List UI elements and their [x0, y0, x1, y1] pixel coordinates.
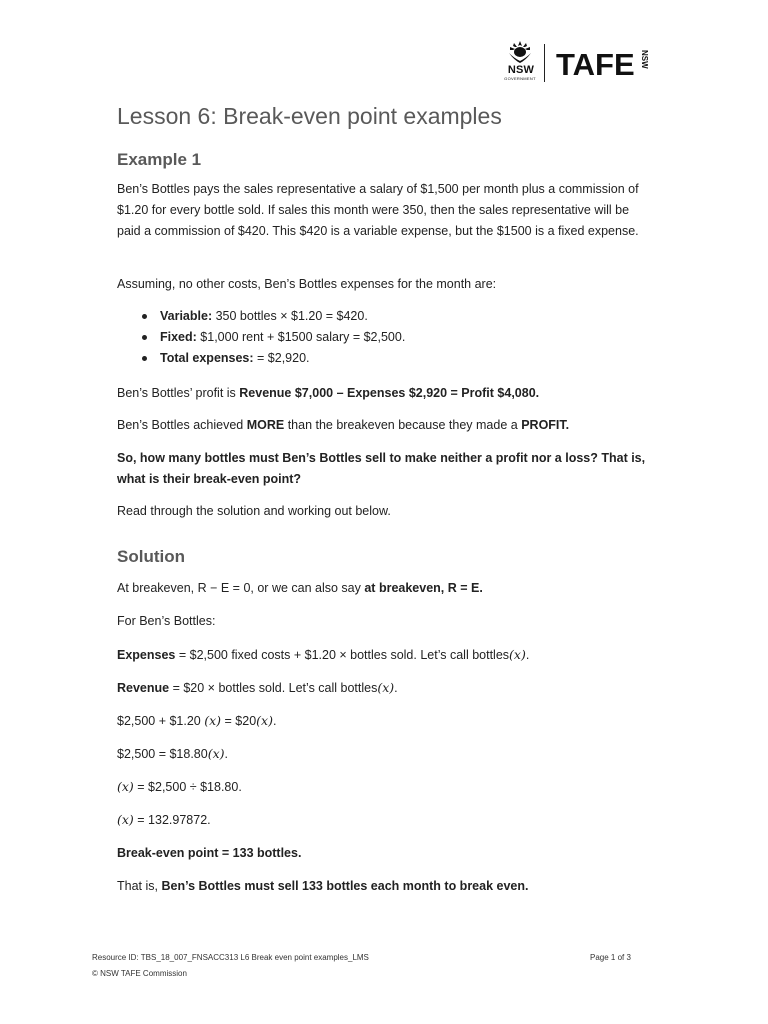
equation-3 [117, 776, 242, 798]
x-variable: (x) [204, 713, 222, 728]
list-item [117, 348, 647, 369]
x-variable: (x) [377, 680, 395, 695]
revenue-text: = $20 × bottles sold. Let’s call bottles [169, 681, 378, 695]
breakeven-text: At breakeven, R − E = 0, or we can also say [117, 581, 365, 595]
bullet-text: $1,000 rent + $1500 salary = $2,500. [196, 330, 406, 344]
nsw-government-logo [500, 40, 540, 86]
bullet-text: 350 bottles × $1.20 = $420. [212, 309, 368, 323]
list-item [117, 306, 647, 327]
conclusion-bold: Ben’s Bottles must sell 133 bottles each month to break even. [161, 879, 529, 893]
nsw-government-text: GOVERNMENT [504, 76, 536, 81]
breakeven-paragraph [117, 578, 483, 599]
revenue-paragraph [117, 677, 398, 699]
expenses-paragraph [117, 644, 529, 666]
equation-4 [117, 809, 211, 831]
equation-text: = $20 [221, 714, 257, 728]
equation-text: = $2,500 ÷ $18.80. [133, 780, 242, 794]
expenses-list [117, 306, 647, 369]
x-variable: (x) [207, 746, 225, 761]
achieved-mid: than the breakeven because they made a [284, 418, 522, 432]
for-bens-paragraph: For Ben’s Bottles: [117, 614, 216, 628]
x-variable: (x) [256, 713, 273, 728]
achieved-more: MORE [246, 418, 285, 432]
conclusion-paragraph [117, 876, 528, 897]
achieved-text: Ben’s Bottles achieved [117, 418, 247, 432]
example-heading: Example 1 [117, 150, 202, 169]
achieved-paragraph [117, 415, 569, 436]
page-number: Page 1 of 3 [590, 953, 631, 962]
waratah-icon [506, 40, 534, 64]
resource-id: Resource ID: TBS_18_007_FNSACC313 L6 Break even point examples_LMS [92, 953, 369, 962]
logo-divider [544, 44, 545, 82]
header-logos [500, 40, 670, 86]
tafe-nsw-text: NSW [640, 50, 649, 69]
bullet-icon [142, 356, 147, 361]
achieved-profit: PROFIT. [521, 418, 570, 432]
profit-equation: Revenue $7,000 – Expenses $2,920 = Profit $4,080. [239, 386, 540, 400]
breakeven-result: Break-even point = 133 bottles. [117, 846, 302, 860]
list-item [117, 327, 647, 348]
equation-text: $2,500 = $18.80 [117, 747, 208, 761]
period: . [272, 714, 277, 728]
copyright: © NSW TAFE Commission [92, 969, 187, 978]
expenses-label: Expenses [117, 648, 176, 662]
bullet-text: = $2,920. [253, 351, 310, 365]
solution-heading: Solution [117, 547, 185, 566]
tafe-logo-text: TAFE [556, 47, 635, 82]
profit-text: Ben’s Bottles’ profit is [117, 386, 240, 400]
example-intro-paragraph: Ben’s Bottles pays the sales representative a salary of $1,500 per month plus a commission of $1.20 for every bottle sold. If sales this month were 350, then the sales representative will be paid a commission of $420. This $420 is a variable expense, but the $1500 is a fixed expense. [117, 182, 639, 238]
expenses-text: = $2,500 fixed costs + $1.20 × bottles sold. Let’s call bottles [175, 648, 510, 662]
assuming-paragraph: Assuming, no other costs, Ben’s Bottles expenses for the month are: [117, 277, 497, 291]
footer-left [92, 950, 369, 982]
read-paragraph: Read through the solution and working out below. [117, 504, 391, 518]
nsw-text: NSW [507, 64, 535, 76]
period: . [394, 681, 398, 695]
period: . [525, 648, 530, 662]
breakeven-equation: at breakeven, R = E. [364, 581, 483, 595]
bullet-icon [142, 314, 147, 319]
question-paragraph: So, how many bottles must Ben’s Bottles sell to make neither a profit nor a loss? That is, what is their break-even point? [117, 451, 646, 486]
conclusion-text: That is, [117, 879, 162, 893]
revenue-label: Revenue [117, 681, 170, 695]
profit-paragraph [117, 383, 539, 404]
x-variable: (x) [117, 812, 134, 827]
period: . [224, 747, 229, 761]
page-title: Lesson 6: Break-even point examples [117, 103, 502, 129]
bullet-label: Fixed: [160, 330, 197, 344]
x-variable: (x) [117, 779, 134, 794]
equation-2 [117, 743, 228, 765]
bullet-icon [142, 335, 147, 340]
bullet-label: Total expenses: [160, 351, 254, 365]
bullet-label: Variable: [160, 309, 213, 323]
equation-text: $2,500 + $1.20 [117, 714, 205, 728]
equation-1 [117, 710, 276, 732]
equation-text: = 132.97872. [133, 813, 211, 827]
x-variable: (x) [509, 647, 526, 662]
